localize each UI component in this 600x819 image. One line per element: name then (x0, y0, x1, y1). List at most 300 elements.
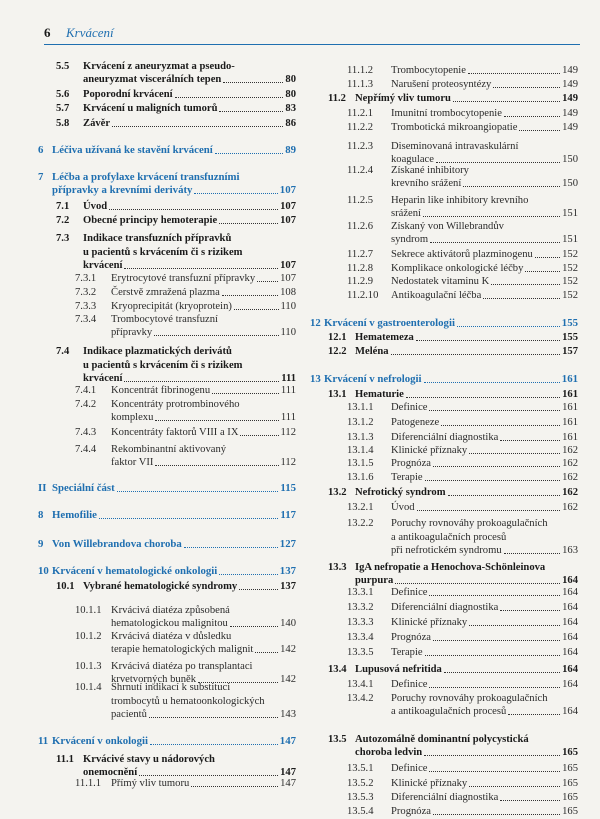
toc-entry-label: Koncentrát fibrinogenu (111, 384, 211, 396)
dot-leader (234, 309, 279, 310)
toc-entry-number: 10 (38, 564, 49, 577)
toc-entry-number: 7.4.2 (75, 398, 97, 410)
toc-entry-13-1-6[interactable] (347, 471, 578, 484)
toc-entry-label: Patogeneze (391, 416, 440, 428)
toc-entry-page: 162 (562, 471, 578, 483)
toc-entry-page: 152 (562, 275, 578, 287)
toc-entry-10-1-4[interactable] (111, 708, 296, 721)
toc-entry-13-1-3[interactable] (347, 431, 578, 444)
toc-entry-10-1-1[interactable] (111, 617, 296, 630)
dot-leader (430, 242, 560, 243)
dot-leader (391, 354, 561, 355)
toc-entry-11-1-1[interactable] (75, 777, 296, 790)
toc-entry-label: a antikoagulačních procesů (391, 531, 507, 543)
toc-entry-7-1[interactable] (56, 200, 296, 213)
toc-entry-number: 11.2.2 (347, 121, 374, 133)
toc-entry-label: krvetvorných buněk (111, 673, 197, 685)
toc-entry-page: 161 (562, 416, 578, 428)
toc-entry-page: 162 (562, 486, 578, 498)
toc-entry-13-3-1[interactable] (347, 586, 578, 599)
toc-entry-13-5-2[interactable] (347, 777, 578, 790)
dot-leader (424, 755, 560, 756)
toc-entry-label: Diseminovaná intravaskulární (391, 140, 519, 152)
toc-entry-number: 13.1 (328, 388, 347, 400)
toc-entry-page: 137 (279, 564, 296, 577)
toc-entry-7-4-4[interactable] (111, 456, 296, 469)
dot-leader (500, 440, 560, 441)
toc-entry-5-5[interactable] (83, 73, 296, 86)
toc-entry-number: 12.2 (328, 345, 347, 357)
toc-entry-11-2-5[interactable] (391, 207, 578, 220)
toc-entry-label: Získaný von Willebrandův (391, 220, 504, 232)
toc-entry-7-3-4-line (111, 313, 218, 326)
toc-entry-label: Prognóza (391, 631, 432, 643)
toc-entry-13-5-3[interactable] (347, 791, 578, 804)
toc-entry-label: syndrom (391, 233, 429, 245)
toc-entry-label: u pacientů s krvácením či s rizikem (83, 246, 243, 258)
toc-entry-11-2-3-line (391, 140, 518, 153)
toc-entry-number: 7.4 (56, 346, 70, 358)
toc-entry-5-6[interactable] (56, 88, 296, 101)
toc-entry-number: 11.2.6 (347, 220, 374, 232)
toc-entry-label: Indikace transfuzních přípravků (83, 233, 232, 245)
toc-entry-number: 11.2.1 (347, 107, 374, 119)
toc-entry-page: 162 (562, 444, 578, 456)
toc-entry-page: 164 (562, 586, 578, 598)
toc-entry-label: Krvácení v nefrologii (324, 372, 422, 385)
toc-entry-number-row (75, 681, 101, 694)
toc-entry-number: 11.2.5 (347, 194, 374, 206)
toc-entry-page: 161 (562, 401, 578, 413)
toc-entry-7-4-2[interactable] (111, 411, 296, 424)
toc-entry-13-5-1[interactable] (347, 762, 578, 775)
toc-entry-10-1-4-line (111, 695, 265, 708)
toc-entry-number-row (328, 561, 347, 574)
toc-entry-number-row (75, 604, 101, 617)
toc-entry-13-4-2-line (391, 692, 548, 705)
toc-entry-10[interactable] (38, 564, 296, 578)
dot-leader (425, 655, 561, 656)
toc-entry-11-2-7[interactable] (347, 248, 578, 261)
toc-entry-6[interactable] (38, 143, 296, 157)
toc-entry-number: II (38, 481, 47, 494)
toc-entry-label: choroba ledvin (355, 746, 423, 758)
toc-entry-page: 161 (562, 388, 578, 400)
toc-entry-9[interactable] (38, 537, 296, 551)
dot-leader (194, 193, 277, 194)
toc-entry-7-3-1[interactable] (75, 272, 296, 285)
dot-leader (124, 381, 279, 382)
toc-entry-label: Úvod (83, 200, 108, 212)
dot-leader (469, 625, 560, 626)
dot-leader (423, 216, 560, 217)
toc-entry-label: u pacientů s krvácením či s rizikem (83, 359, 243, 371)
dot-leader (433, 814, 560, 815)
toc-entry-label: IgA nefropatie a Henochova-Schönleinova (355, 561, 546, 573)
toc-entry-7-3-4[interactable] (111, 326, 296, 339)
dot-leader (255, 652, 278, 653)
toc-entry-13-1-2[interactable] (347, 416, 578, 429)
toc-entry-number: 13.1.4 (347, 444, 374, 456)
toc-entry-label: hematologickou malignitou (111, 617, 228, 629)
toc-entry-label: Krvácení v gastroenterologii (324, 316, 455, 329)
toc-entry-label: Krvácení u maligních tumorů (83, 102, 218, 114)
toc-entry-number: 13 (310, 372, 321, 385)
toc-entry-number: 11.1.1 (75, 777, 102, 789)
toc-entry-II[interactable] (38, 481, 296, 495)
toc-entry-page: 163 (562, 544, 578, 556)
toc-entry-number: 13.3 (328, 561, 347, 573)
toc-entry-page: 149 (562, 64, 578, 76)
toc-entry-page: 151 (562, 233, 578, 245)
toc-entry-label: Erytrocytové transfuzní přípravky (111, 272, 256, 284)
dot-leader (239, 589, 278, 590)
toc-entry-13-4[interactable] (328, 663, 578, 676)
toc-entry-number: 13.5.4 (347, 805, 374, 817)
toc-entry-13-2[interactable] (328, 486, 578, 499)
dot-leader (219, 111, 283, 112)
toc-entry-11-2-9[interactable] (347, 275, 578, 288)
toc-entry-13-1-4[interactable] (347, 444, 578, 457)
toc-entry-label: Vybrané hematologické syndromy (83, 580, 238, 592)
page-header (44, 22, 580, 45)
toc-entry-number-row (347, 517, 373, 530)
dot-leader (219, 223, 278, 224)
toc-entry-label: Krvácivá diatéza způsobená (111, 604, 230, 616)
toc-entry-number-row (75, 630, 101, 643)
toc-entry-label: Rekombinantní aktivovaný (111, 443, 227, 455)
toc-entry-page: 149 (562, 121, 578, 133)
toc-entry-label: Obecné principy hemoterapie (83, 214, 218, 226)
toc-entry-page: 164 (562, 601, 578, 613)
toc-entry-7-4-3[interactable] (75, 426, 296, 439)
dot-leader (212, 393, 279, 394)
toc-entry-13-1-1[interactable] (347, 401, 578, 414)
toc-entry-10-1-1-line (111, 604, 230, 617)
toc-entry-label: Poruchy rovnováhy prokoagulačních (391, 692, 548, 704)
toc-entry-number: 7.1 (56, 200, 70, 212)
toc-entry-number: 13.5 (328, 733, 347, 745)
toc-entry-number: 13.4.2 (347, 692, 374, 704)
toc-entry-13[interactable] (310, 372, 578, 386)
toc-entry-7[interactable] (52, 184, 296, 197)
toc-entry-number: 11 (38, 734, 49, 747)
dot-leader (417, 510, 561, 511)
toc-entry-7-4-4-line (111, 443, 226, 456)
toc-entry-11-2-10[interactable] (347, 289, 578, 302)
toc-entry-number: 13.1.3 (347, 431, 374, 443)
toc-entry-label: Hematurie (355, 388, 404, 400)
dot-leader (219, 574, 278, 575)
toc-entry-13-2-2[interactable] (391, 544, 578, 557)
toc-entry-number: 12.1 (328, 331, 347, 343)
toc-entry-number-row (56, 232, 69, 245)
toc-entry-13-5-4[interactable] (347, 805, 578, 818)
toc-entry-label: Trombocytopenie (391, 64, 466, 76)
toc-entry-page: 140 (280, 617, 296, 629)
toc-entry-page: 161 (562, 431, 578, 443)
toc-entry-page: 161 (561, 372, 578, 385)
toc-entry-number: 7.3.4 (75, 313, 97, 325)
toc-entry-5-7[interactable] (56, 102, 296, 115)
toc-entry-page: 83 (285, 102, 296, 114)
toc-entry-number: 13.3.1 (347, 586, 374, 598)
toc-entry-page: 111 (280, 411, 296, 423)
toc-entry-number: 13.3.4 (347, 631, 374, 643)
toc-entry-10-1-2[interactable] (111, 643, 296, 656)
toc-entry-page: 112 (280, 456, 296, 468)
dot-leader (429, 410, 560, 411)
toc-entry-13-5-line (355, 733, 529, 746)
toc-entry-page: 147 (279, 734, 296, 747)
toc-entry-label: koagulace (391, 153, 434, 165)
dot-leader (425, 480, 561, 481)
dot-leader (99, 518, 278, 519)
toc-entry-number: 6 (38, 143, 44, 156)
toc-entry-number: 11.1.3 (347, 78, 374, 90)
toc-entry-page: 165 (562, 791, 578, 803)
dot-leader (424, 382, 560, 383)
toc-entry-page: 164 (562, 616, 578, 628)
toc-entry-label: purpura (355, 574, 394, 586)
toc-entry-page: 107 (280, 259, 296, 271)
dot-leader (500, 800, 560, 801)
toc-entry-number: 5.6 (56, 88, 70, 100)
toc-entry-13-3-3[interactable] (347, 616, 578, 629)
dot-leader (112, 126, 283, 127)
toc-entry-page: 150 (562, 153, 578, 165)
toc-entry-number: 13.5.1 (347, 762, 374, 774)
toc-entry-label: Nepřímý vliv tumoru (355, 92, 451, 104)
toc-entry-label: Diferenciální diagnostika (391, 431, 499, 443)
toc-entry-label: trombocytů u hematoonkologických (111, 695, 265, 707)
toc-entry-page: 165 (562, 762, 578, 774)
toc-entry-label: Léčba a profylaxe krvácení transfuzními (52, 170, 240, 183)
toc-entry-11-2-1[interactable] (347, 107, 578, 120)
dot-leader (468, 73, 560, 74)
toc-entry-number: 11.2.8 (347, 262, 374, 274)
dot-leader (406, 397, 560, 398)
toc-entry-page: 155 (561, 316, 578, 329)
toc-entry-page: 147 (280, 777, 296, 789)
toc-entry-label: Autozomálně dominantní polycystická (355, 733, 529, 745)
toc-entry-label: při nefrotickém syndromu (391, 544, 502, 556)
toc-entry-number: 7 (38, 170, 44, 183)
toc-entry-number-row (347, 140, 373, 153)
toc-entry-12[interactable] (310, 316, 578, 330)
toc-entry-13-5[interactable] (355, 746, 578, 759)
dot-leader (444, 672, 560, 673)
toc-entry-7-4-1[interactable] (75, 384, 296, 397)
toc-entry-number: 13.5.3 (347, 791, 374, 803)
toc-entry-11-2-4[interactable] (391, 177, 578, 190)
toc-entry-label: komplexu (111, 411, 154, 423)
toc-entry-page: 80 (285, 73, 296, 85)
dot-leader (493, 87, 560, 88)
toc-entry-page: 89 (285, 143, 296, 156)
toc-entry-12-2[interactable] (328, 345, 578, 358)
toc-entry-page: 149 (562, 107, 578, 119)
toc-entry-10-1-4-line (111, 681, 230, 694)
dot-leader (184, 547, 278, 548)
toc-entry-5-8[interactable] (56, 117, 296, 130)
toc-entry-label: krvácení (83, 372, 123, 384)
toc-entry-5-5-line (83, 60, 235, 73)
toc-entry-13-1[interactable] (328, 388, 578, 401)
toc-entry-page: 151 (562, 207, 578, 219)
toc-entry-7-4-2-line (111, 398, 240, 411)
toc-entry-page: 86 (285, 117, 296, 129)
toc-entry-label: Léčiva užívaná ke stavění krvácení (52, 143, 213, 156)
toc-entry-page: 107 (280, 272, 296, 284)
toc-entry-number: 13.1.1 (347, 401, 374, 413)
toc-entry-11-2-6[interactable] (391, 233, 578, 246)
toc-entry-13-3-4[interactable] (347, 631, 578, 644)
dot-leader (429, 771, 560, 772)
toc-entry-number: 10.1.3 (75, 660, 102, 672)
dot-leader (429, 595, 560, 596)
toc-entry-label: přípravky a krevními deriváty (52, 183, 193, 196)
toc-entry-label: faktor VII (111, 456, 154, 468)
toc-entry-label: přípravky (111, 326, 153, 338)
toc-entry-13-3-5[interactable] (347, 646, 578, 659)
toc-entry-13-3-2[interactable] (347, 601, 578, 614)
toc-entry-11-2[interactable] (328, 92, 578, 105)
toc-entry-7-line (52, 171, 240, 184)
toc-entry-label: Heparin like inhibitory krevního (391, 194, 529, 206)
toc-entry-8[interactable] (38, 508, 296, 522)
toc-entry-page: 164 (562, 646, 578, 658)
toc-entry-page: 127 (279, 537, 296, 550)
toc-entry-number: 7.3 (56, 233, 70, 245)
toc-entry-label: Krvácení z aneuryzmat a pseudo- (83, 60, 235, 72)
toc-entry-7-3[interactable] (83, 259, 296, 272)
toc-entry-number: 5.5 (56, 60, 70, 72)
toc-entry-11-2-6-line (391, 220, 504, 233)
toc-entry-label: Získané inhibitory (391, 164, 469, 176)
toc-entry-number-row (75, 660, 101, 673)
toc-entry-10-1-3-line (111, 660, 252, 673)
toc-entry-label: Komplikace onkologické léčby (391, 262, 524, 274)
toc-entry-13-1-5[interactable] (347, 457, 578, 470)
dot-leader (441, 425, 560, 426)
dot-leader (469, 453, 560, 454)
toc-entry-number: 13.3.3 (347, 616, 374, 628)
dot-leader (457, 326, 560, 327)
toc-entry-10-1-2-line (111, 630, 231, 643)
toc-entry-7-3-2[interactable] (75, 286, 296, 299)
dot-leader (155, 420, 279, 421)
toc-entry-label: a antikoagulačních procesů (391, 705, 507, 717)
toc-entry-label: Krvácivá diatéza po transplantaci (111, 660, 253, 672)
toc-entry-number: 11.1 (56, 753, 74, 765)
toc-entry-number-row (347, 194, 373, 207)
toc-entry-number-row (328, 733, 347, 746)
running-title: Krvácení (66, 25, 114, 40)
toc-entry-number-row (38, 171, 43, 184)
toc-entry-number-row (56, 60, 69, 73)
toc-entry-11[interactable] (38, 734, 296, 748)
toc-entry-13-2-1[interactable] (347, 501, 578, 514)
dot-leader (491, 284, 560, 285)
toc-entry-11-2-4-line (391, 164, 469, 177)
toc-entry-12-1[interactable] (328, 331, 578, 344)
toc-entry-number: 11.2.3 (347, 140, 374, 152)
toc-entry-label: Poporodní krvácení (83, 88, 173, 100)
toc-entry-13-4-2[interactable] (391, 705, 578, 718)
toc-entry-label: Definice (391, 586, 428, 598)
toc-entry-11-1-2[interactable] (347, 64, 578, 77)
dot-leader (175, 97, 284, 98)
toc-entry-label: Terapie (391, 646, 423, 658)
toc-entry-label: Shrnutí indikací k substituci (111, 682, 231, 694)
toc-entry-label: Imunitní trombocytopenie (391, 107, 502, 119)
toc-entry-13-3-line (355, 561, 545, 574)
toc-entry-7-2[interactable] (56, 214, 296, 227)
toc-entry-11-2-2[interactable] (347, 121, 578, 134)
toc-entry-7-3-line (83, 246, 242, 259)
toc-entry-label: Klinické příznaky (391, 444, 468, 456)
toc-entry-11-2-8[interactable] (347, 262, 578, 275)
toc-entry-number: 13.1.2 (347, 416, 374, 428)
toc-entry-page: 162 (562, 457, 578, 469)
toc-entry-10-1[interactable] (56, 580, 296, 593)
toc-entry-label: Přímý vliv tumoru (111, 777, 190, 789)
toc-entry-number: 13.4.1 (347, 678, 374, 690)
toc-entry-number: 13.5.2 (347, 777, 374, 789)
dot-leader (416, 340, 560, 341)
dot-leader (508, 714, 560, 715)
toc-entry-page: 80 (285, 88, 296, 100)
toc-entry-7-3-3[interactable] (75, 300, 296, 313)
toc-entry-label: Speciální část (52, 481, 115, 494)
toc-entry-number: 7.3.2 (75, 286, 97, 298)
toc-entry-number: 8 (38, 508, 44, 521)
toc-entry-page: 164 (562, 663, 578, 675)
toc-entry-11-2-5-line (391, 194, 528, 207)
dot-leader (469, 786, 560, 787)
toc-entry-number: 10.1.4 (75, 682, 102, 694)
toc-entry-label: Krvácivá diatéza v důsledku (111, 630, 232, 642)
toc-entry-page: 149 (562, 78, 578, 90)
toc-entry-number: 7.3.3 (75, 300, 97, 312)
toc-entry-number: 7.2 (56, 214, 70, 226)
dot-leader (155, 465, 278, 466)
toc-entry-label: Prognóza (391, 457, 432, 469)
toc-entry-label: krvácení (83, 259, 123, 271)
dot-leader (433, 640, 560, 641)
dot-leader (117, 491, 279, 492)
toc-entry-number-row (56, 753, 74, 766)
toc-entry-page: 165 (562, 777, 578, 789)
toc-entry-label: Lupusová nefritida (355, 663, 442, 675)
toc-entry-number: 7.4.3 (75, 426, 97, 438)
dot-leader (483, 298, 560, 299)
toc-entry-number: 5.7 (56, 102, 70, 114)
toc-entry-label: Krvácení v onkologii (52, 734, 148, 747)
toc-entry-label: onemocnění (83, 766, 138, 778)
dot-leader (124, 268, 278, 269)
toc-entry-label: Von Willebrandova choroba (52, 537, 182, 550)
toc-entry-label: Poruchy rovnováhy prokoagulačních (391, 518, 548, 530)
toc-entry-number-row (56, 345, 69, 358)
toc-entry-11-1-3[interactable] (347, 78, 578, 91)
toc-entry-number: 12 (310, 316, 321, 329)
toc-entry-number: 11.2.7 (347, 248, 374, 260)
toc-entry-13-4-1[interactable] (347, 678, 578, 691)
toc-entry-number-row (347, 164, 373, 177)
toc-entry-7-4-line (83, 345, 232, 358)
